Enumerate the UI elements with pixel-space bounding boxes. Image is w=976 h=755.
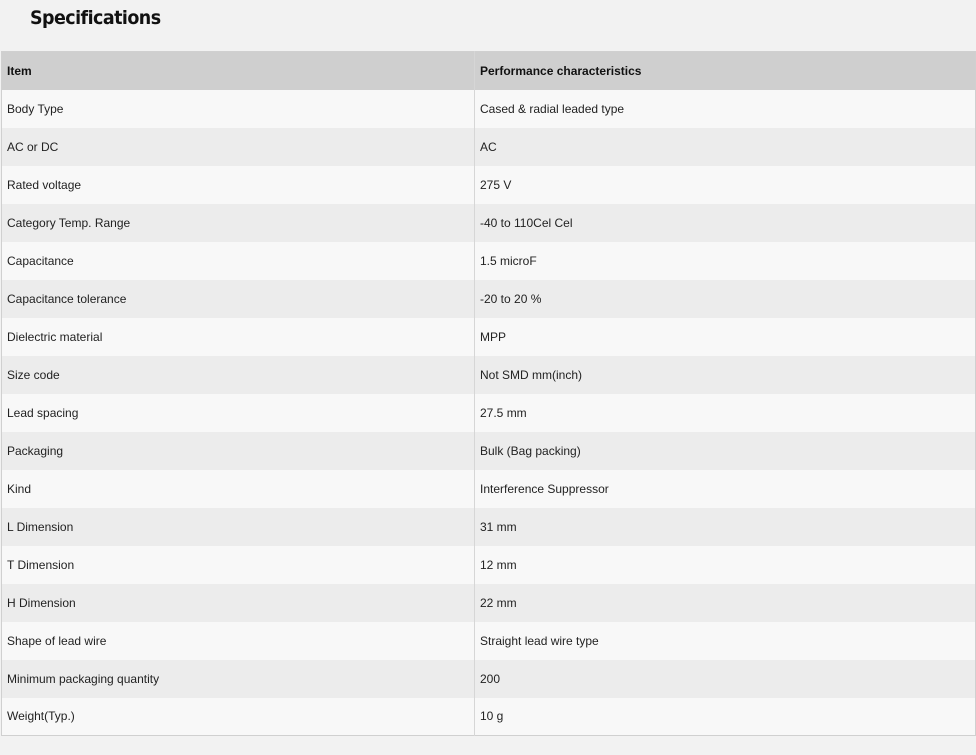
spec-value-cell: 200: [475, 660, 976, 698]
spec-item-cell: Dielectric material: [2, 318, 475, 356]
spec-item-cell: Body Type: [2, 90, 475, 128]
table-row: [2, 546, 976, 584]
spec-value-cell: Not SMD mm(inch): [475, 356, 976, 394]
spec-value-cell: 10 g: [475, 698, 976, 736]
specifications-table: [1, 51, 976, 736]
table-row: [2, 584, 976, 622]
spec-item-cell: Weight(Typ.): [2, 698, 475, 736]
spec-item-cell: Kind: [2, 470, 475, 508]
spec-item-cell: Shape of lead wire: [2, 622, 475, 660]
spec-value-cell: Interference Suppressor: [475, 470, 976, 508]
table-row: [2, 622, 976, 660]
spec-value-cell: -40 to 110Cel Cel: [475, 204, 976, 242]
spec-item-cell: Capacitance: [2, 242, 475, 280]
table-body: [2, 90, 976, 736]
table-row: [2, 508, 976, 546]
table-row: [2, 242, 976, 280]
spec-item-cell: AC or DC: [2, 128, 475, 166]
table-row: [2, 90, 976, 128]
spec-value-cell: Straight lead wire type: [475, 622, 976, 660]
spec-item-cell: Size code: [2, 356, 475, 394]
spec-item-cell: Capacitance tolerance: [2, 280, 475, 318]
table-row: [2, 432, 976, 470]
spec-item-cell: L Dimension: [2, 508, 475, 546]
spec-value-cell: Cased & radial leaded type: [475, 90, 976, 128]
spec-item-cell: Packaging: [2, 432, 475, 470]
page-title: Specifications: [30, 7, 161, 29]
column-header-performance: Performance characteristics: [475, 52, 976, 90]
table-row: [2, 204, 976, 242]
table-row: [2, 660, 976, 698]
spec-value-cell: 22 mm: [475, 584, 976, 622]
spec-item-cell: H Dimension: [2, 584, 475, 622]
table-row: [2, 698, 976, 736]
table-row: [2, 128, 976, 166]
spec-value-cell: 27.5 mm: [475, 394, 976, 432]
table-row: [2, 356, 976, 394]
spec-item-cell: T Dimension: [2, 546, 475, 584]
spec-value-cell: 275 V: [475, 166, 976, 204]
spec-value-cell: Bulk (Bag packing): [475, 432, 976, 470]
spec-value-cell: AC: [475, 128, 976, 166]
table-row: [2, 280, 976, 318]
spec-value-cell: MPP: [475, 318, 976, 356]
table-header-row: [2, 52, 976, 90]
table-row: [2, 470, 976, 508]
spec-item-cell: Minimum packaging quantity: [2, 660, 475, 698]
spec-item-cell: Lead spacing: [2, 394, 475, 432]
spec-value-cell: 1.5 microF: [475, 242, 976, 280]
table-row: [2, 318, 976, 356]
spec-value-cell: -20 to 20 %: [475, 280, 976, 318]
spec-value-cell: 12 mm: [475, 546, 976, 584]
spec-value-cell: 31 mm: [475, 508, 976, 546]
spec-item-cell: Category Temp. Range: [2, 204, 475, 242]
column-header-item: Item: [2, 52, 475, 90]
spec-item-cell: Rated voltage: [2, 166, 475, 204]
table-row: [2, 166, 976, 204]
table-row: [2, 394, 976, 432]
